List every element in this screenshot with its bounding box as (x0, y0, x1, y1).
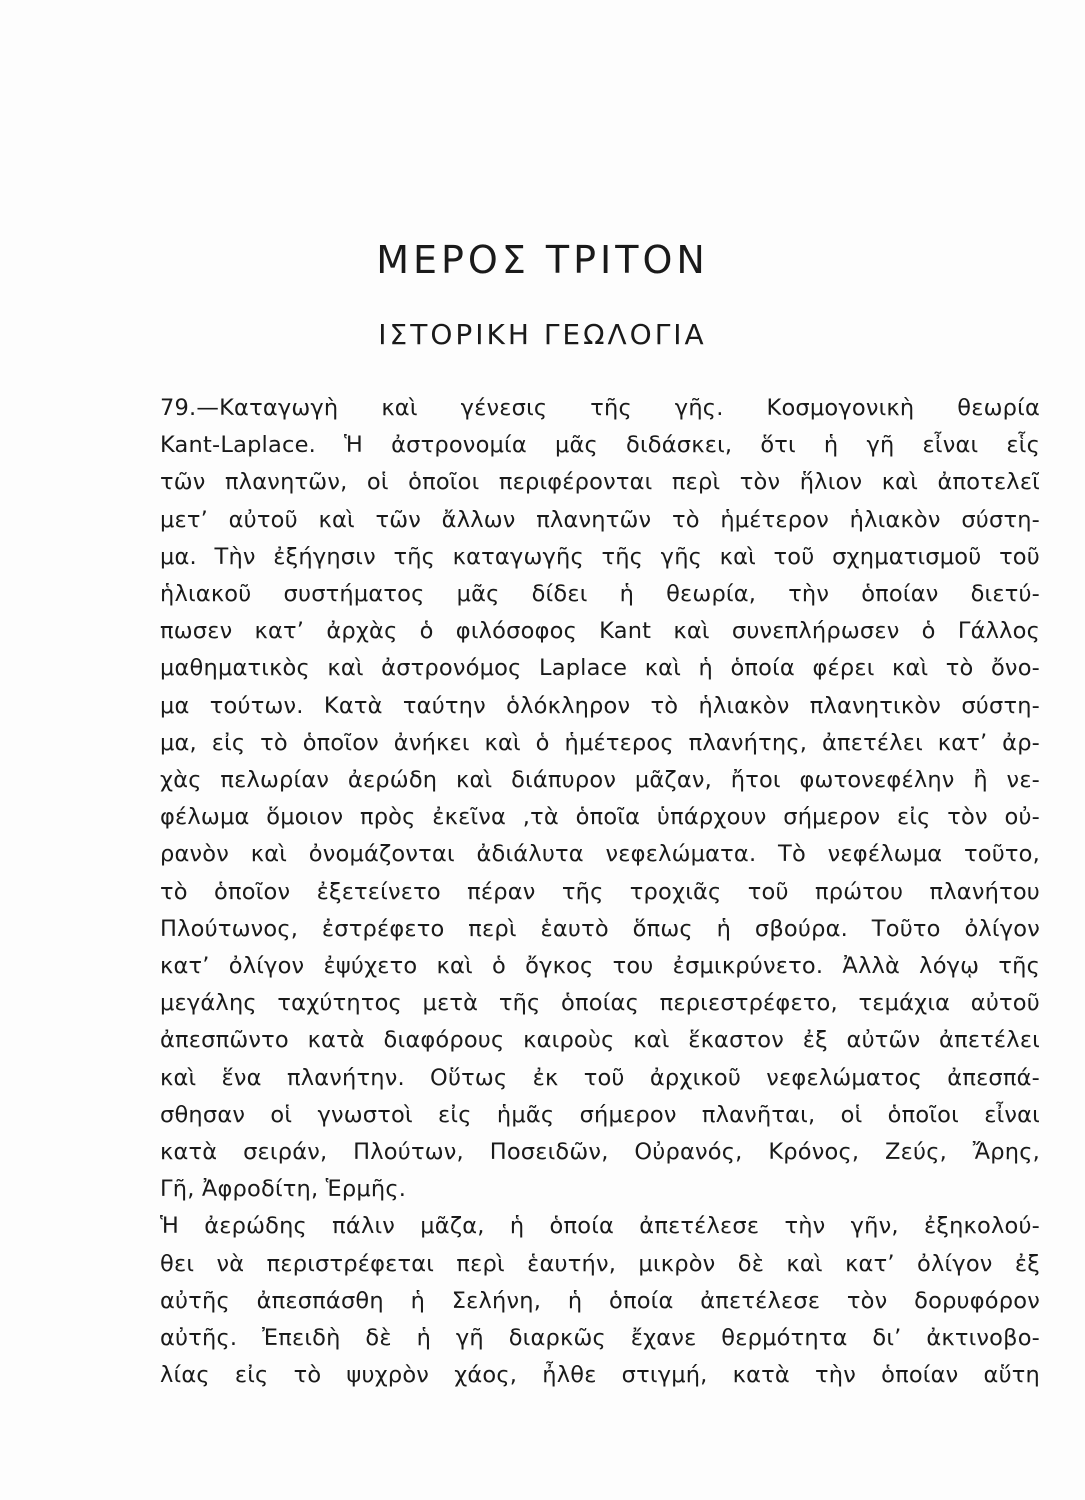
text-line: 79.—Καταγωγὴ καὶ γένεσις τῆς γῆς. Κοσμογονικὴ θεωρία (160, 395, 1040, 421)
text-line: φέλωμα ὅμοιον πρὸς ἐκεῖνα ,τὰ ὁποῖα ὑπάρχουν σήμερον εἰς τὸν οὐ- (160, 804, 1040, 831)
text-line: τῶν πλανητῶν, οἱ ὁποῖοι περιφέρονται περὶ τὸν ἥλιον καὶ ἀποτελεῖ (160, 469, 1040, 496)
text-line: χὰς πελωρίαν ἀερώδη καὶ διάπυρον μᾶζαν, ἤτοι φωτονεφέλην ἢ νε- (160, 767, 1040, 794)
text-line: μεγάλης ταχύτητος μετὰ τῆς ὁποίας περιεστρέφετο, τεμάχια αὐτοῦ (160, 990, 1040, 1017)
text-line: αὐτῆς. Ἐπειδὴ δὲ ἡ γῆ διαρκῶς ἔχανε θερμότητα δι’ ἀκτινοβο- (160, 1325, 1040, 1352)
text-line: μετ’ αὐτοῦ καὶ τῶν ἄλλων πλανητῶν τὸ ἡμέτερον ἡλιακὸν σύστη- (160, 506, 1040, 533)
text-line: σθησαν οἱ γνωστοὶ εἰς ἡμᾶς σήμερον πλανῆται, οἱ ὁποῖοι εἶναι (160, 1101, 1040, 1128)
text-line: τὸ ὁποῖον ἐξετείνετο πέραν τῆς τροχιᾶς τοῦ πρώτου πλανήτου (160, 878, 1040, 905)
text-line: καὶ ἕνα πλανήτην. Οὕτως ἐκ τοῦ ἀρχικοῦ νεφελώματος ἀπεσπά- (160, 1064, 1040, 1091)
text-line: μαθηματικὸς καὶ ἀστρονόμος Laplace καὶ ἡ ὁποία φέρει καὶ τὸ ὄνο- (160, 655, 1040, 682)
text-line: ρανὸν καὶ ὀνομάζονται ἀδιάλυτα νεφελώματα. Τὸ νεφέλωμα τοῦτο, (160, 841, 1040, 868)
text-line: ἡλιακοῦ συστήματος μᾶς δίδει ἡ θεωρία, τὴν ὁποίαν διετύ- (160, 581, 1040, 608)
body-text (160, 390, 1040, 1394)
text-line: Kant-Laplace. Ἡ ἀστρονομία μᾶς διδάσκει, ὅτι ἡ γῆ εἶναι εἷς (160, 432, 1040, 459)
text-line: πωσεν κατ’ ἀρχὰς ὁ φιλόσοφος Kant καὶ συνεπλήρωσεν ὁ Γάλλος (160, 618, 1040, 645)
text-line: Ἡ ἀερώδης πάλιν μᾶζα, ἡ ὁποία ἀπετέλεσε τὴν γῆν, ἐξηκολού- (160, 1213, 1040, 1240)
text-line: μα τούτων. Κατὰ ταύτην ὁλόκληρον τὸ ἡλιακὸν πλανητικὸν σύστη- (160, 692, 1040, 719)
text-line: κατὰ σειράν, Πλούτων, Ποσειδῶν, Οὐρανός, Κρόνος, Ζεύς, Ἄρης, (160, 1139, 1040, 1166)
text-line: μα, εἰς τὸ ὁποῖον ἀνήκει καὶ ὁ ἡμέτερος πλανήτης, ἀπετέλει κατ’ ἀρ- (160, 729, 1040, 756)
text-line: μα. Τὴν ἐξήγησιν τῆς καταγωγῆς τῆς γῆς καὶ τοῦ σχηματισμοῦ τοῦ (160, 543, 1040, 570)
text-line: Γῆ, Ἀφροδίτη, Ἑρμῆς. (160, 1176, 407, 1203)
section-title: ΙΣΤΟΡΙΚΗ ΓΕΩΛΟΓΙΑ (378, 318, 707, 351)
text-line: κατ’ ὀλίγον ἐψύχετο καὶ ὁ ὄγκος του ἐσμικρύνετο. Ἀλλὰ λόγῳ τῆς (160, 953, 1040, 980)
text-line: λίας εἰς τὸ ψυχρὸν χάος, ἦλθε στιγμή, κατὰ τὴν ὁποίαν αὕτη (160, 1362, 1040, 1389)
text-line: αὐτῆς ἀπεσπάσθη ἡ Σελήνη, ἡ ὁποία ἀπετέλεσε τὸν δορυφόρον (160, 1287, 1040, 1314)
text-line: Πλούτωνος, ἐστρέφετο περὶ ἑαυτὸ ὅπως ἡ σβούρα. Τοῦτο ὀλίγον (160, 915, 1040, 942)
text-line: ἀπεσπῶντο κατὰ διαφόρους καιροὺς καὶ ἕκαστον ἐξ αὐτῶν ἀπετέλει (160, 1027, 1040, 1054)
part-title: ΜΕΡΟΣ ΤΡΙΤΟΝ (376, 238, 709, 282)
text-line: θει νὰ περιστρέφεται περὶ ἑαυτήν, μικρὸν δὲ καὶ κατ’ ὀλίγον ἐξ (160, 1250, 1040, 1277)
